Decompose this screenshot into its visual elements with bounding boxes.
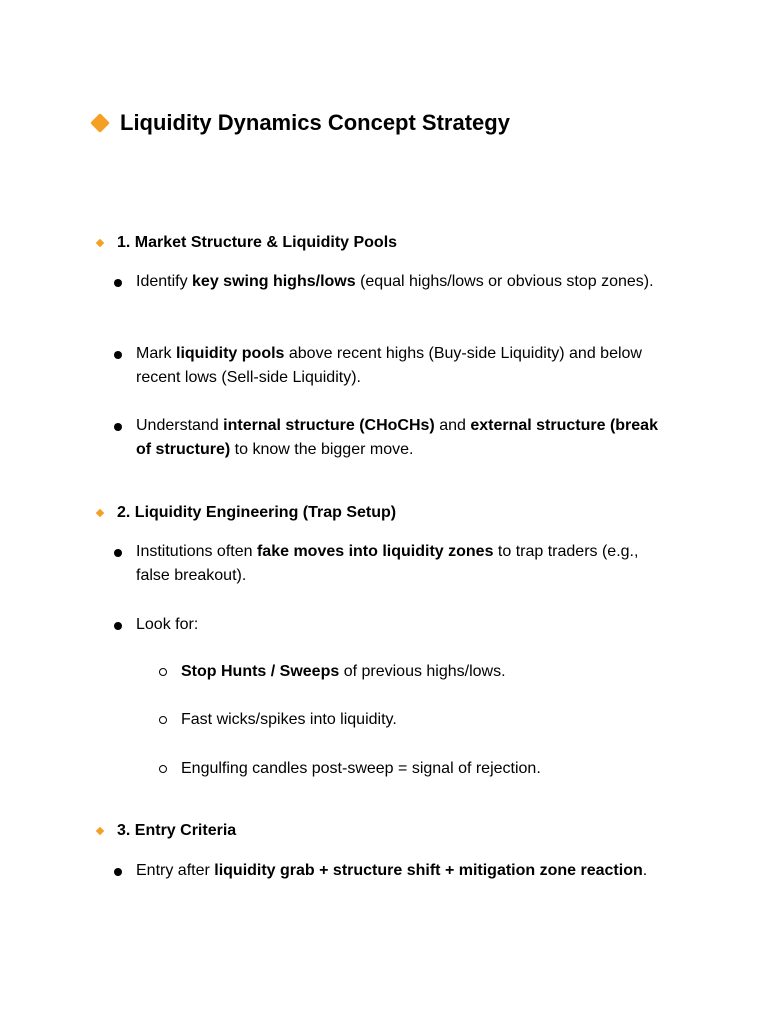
orange-diamond-icon [90,113,110,133]
text-segment: Look for: [136,616,199,633]
hollow-circle-bullet-icon [159,668,167,676]
text-segment: Fast wicks/spikes into liquidity. [181,711,397,728]
sub-list-item [158,660,701,684]
bold-text-segment: fake moves into liquidity zones [256,543,494,560]
bold-text-segment: external structure (break of structure) [136,417,658,458]
text-segment: Identify [136,273,193,290]
text-segment: . [642,862,648,879]
list-item [112,270,676,294]
bullet-dot-icon [114,549,122,557]
list-item [112,342,676,390]
small-orange-diamond-icon [96,239,105,248]
section-heading-2 [96,502,396,524]
bold-text-segment: Stop Hunts / Sweeps [181,663,340,680]
section-heading-text: 2. Liquidity Engineering (Trap Setup) [117,504,397,521]
text-segment: to trap traders (e.g., false breakout). [136,543,639,584]
bullet-dot-icon [114,622,122,630]
text-segment: Mark [136,345,176,362]
text-segment: above recent highs (Buy-side Liquidity) and below recent lows (Sell-side Liquidity). [136,345,642,386]
text-segment: Engulfing candles post-sweep = signal of rejection. [181,760,541,777]
section-heading-text: 1. Market Structure & Liquidity Pools [117,234,398,251]
section-heading-3 [96,820,236,842]
small-orange-diamond-icon [96,827,105,836]
list-item [112,540,676,588]
bullet-dot-icon [114,423,122,431]
page-title [90,108,510,138]
small-orange-diamond-icon [96,509,105,518]
section-heading-text: 3. Entry Criteria [117,822,237,839]
hollow-circle-bullet-icon [159,716,167,724]
bullet-dot-icon [114,868,122,876]
sub-list-item [158,757,701,781]
list-item [112,414,676,462]
text-segment: Understand [136,417,224,434]
text-segment: Institutions often [136,543,257,560]
hollow-circle-bullet-icon [159,765,167,773]
text-segment: (equal highs/lows or obvious stop zones). [355,273,654,290]
bold-text-segment: liquidity grab + structure shift + mitigation zone reaction [214,862,643,879]
text-segment: to know the bigger move. [230,441,414,458]
text-segment: of previous highs/lows. [339,663,506,680]
list-item [112,859,676,883]
bold-text-segment: liquidity pools [176,345,285,362]
page-title-text: Liquidity Dynamics Concept Strategy [120,110,510,135]
text-segment: Entry after [136,862,215,879]
section-heading-1 [96,232,397,254]
bullet-dot-icon [114,279,122,287]
bold-text-segment: key swing highs/lows [192,273,356,290]
bullet-dot-icon [114,351,122,359]
bold-text-segment: internal structure (CHoCHs) [223,417,435,434]
sub-list-item [158,708,701,732]
text-segment: and [434,417,471,434]
list-item [112,613,676,637]
